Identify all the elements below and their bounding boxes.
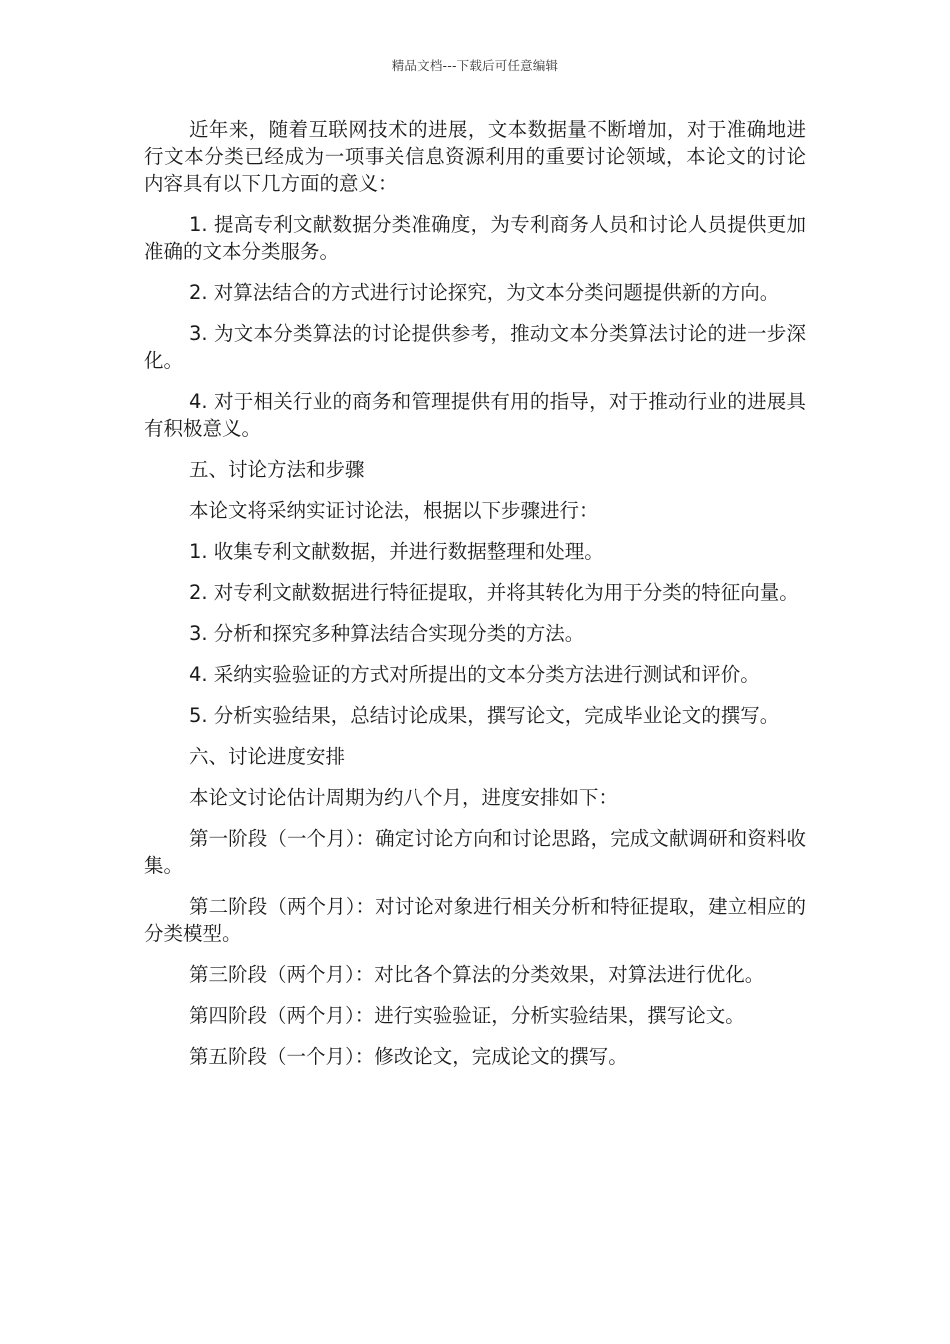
document-body xyxy=(144,116,806,1084)
method-step-2: 2. 对专利文献数据进行特征提取，并将其转化为用于分类的特征向量。 xyxy=(189,581,799,604)
page-header: 精品文档---下载后可任意编辑 xyxy=(391,58,559,73)
schedule-phase-5: 第五阶段（一个月）：修改论文，完成论文的撰写。 xyxy=(189,1045,628,1068)
section-heading-schedule: 六、讨论进度安排 xyxy=(189,745,346,768)
schedule-phase-3: 第三阶段（两个月）：对比各个算法的分类效果，对算法进行优化。 xyxy=(189,963,765,986)
intro-paragraph: 近年来，随着互联网技术的进展，文本数据量不断增加，对于准确地进行文本分类已经成为一项事关信息资源利用的重要讨论领域，本论文的讨论内容具有以下几方面的意义： xyxy=(144,118,806,195)
schedule-phase-1: 第一阶段（一个月）：确定讨论方向和讨论思路，完成文献调研和资料收集。 xyxy=(144,827,806,877)
schedule-phase-2: 第二阶段（两个月）：对讨论对象进行相关分析和特征提取，建立相应的分类模型。 xyxy=(144,895,806,945)
significance-item-1: 1. 提高专利文献数据分类准确度，为专利商务人员和讨论人员提供更加准确的文本分类服务。 xyxy=(144,213,806,263)
significance-item-3: 3. 为文本分类算法的讨论提供参考，推动文本分类算法讨论的进一步深化。 xyxy=(144,322,806,372)
schedule-phase-4: 第四阶段（两个月）：进行实验验证，分析实验结果，撰写论文。 xyxy=(189,1004,745,1027)
method-step-3: 3. 分析和探究多种算法结合实现分类的方法。 xyxy=(189,622,585,645)
section-heading-methods: 五、讨论方法和步骤 xyxy=(189,458,365,481)
methods-intro: 本论文将采纳实证讨论法，根据以下步骤进行： xyxy=(189,499,599,522)
method-step-5: 5. 分析实验结果，总结讨论成果，撰写论文，完成毕业论文的撰写。 xyxy=(189,704,780,727)
significance-item-4: 4. 对于相关行业的商务和管理提供有用的指导，对于推动行业的进展具有积极意义。 xyxy=(144,390,806,440)
method-step-4: 4. 采纳实验验证的方式对所提出的文本分类方法进行测试和评价。 xyxy=(189,663,760,686)
method-step-1: 1. 收集专利文献数据，并进行数据整理和处理。 xyxy=(189,540,604,563)
schedule-intro: 本论文讨论估计周期为约八个月，进度安排如下： xyxy=(189,786,619,809)
significance-item-2: 2. 对算法结合的方式进行讨论探究，为文本分类问题提供新的方向。 xyxy=(189,281,780,304)
